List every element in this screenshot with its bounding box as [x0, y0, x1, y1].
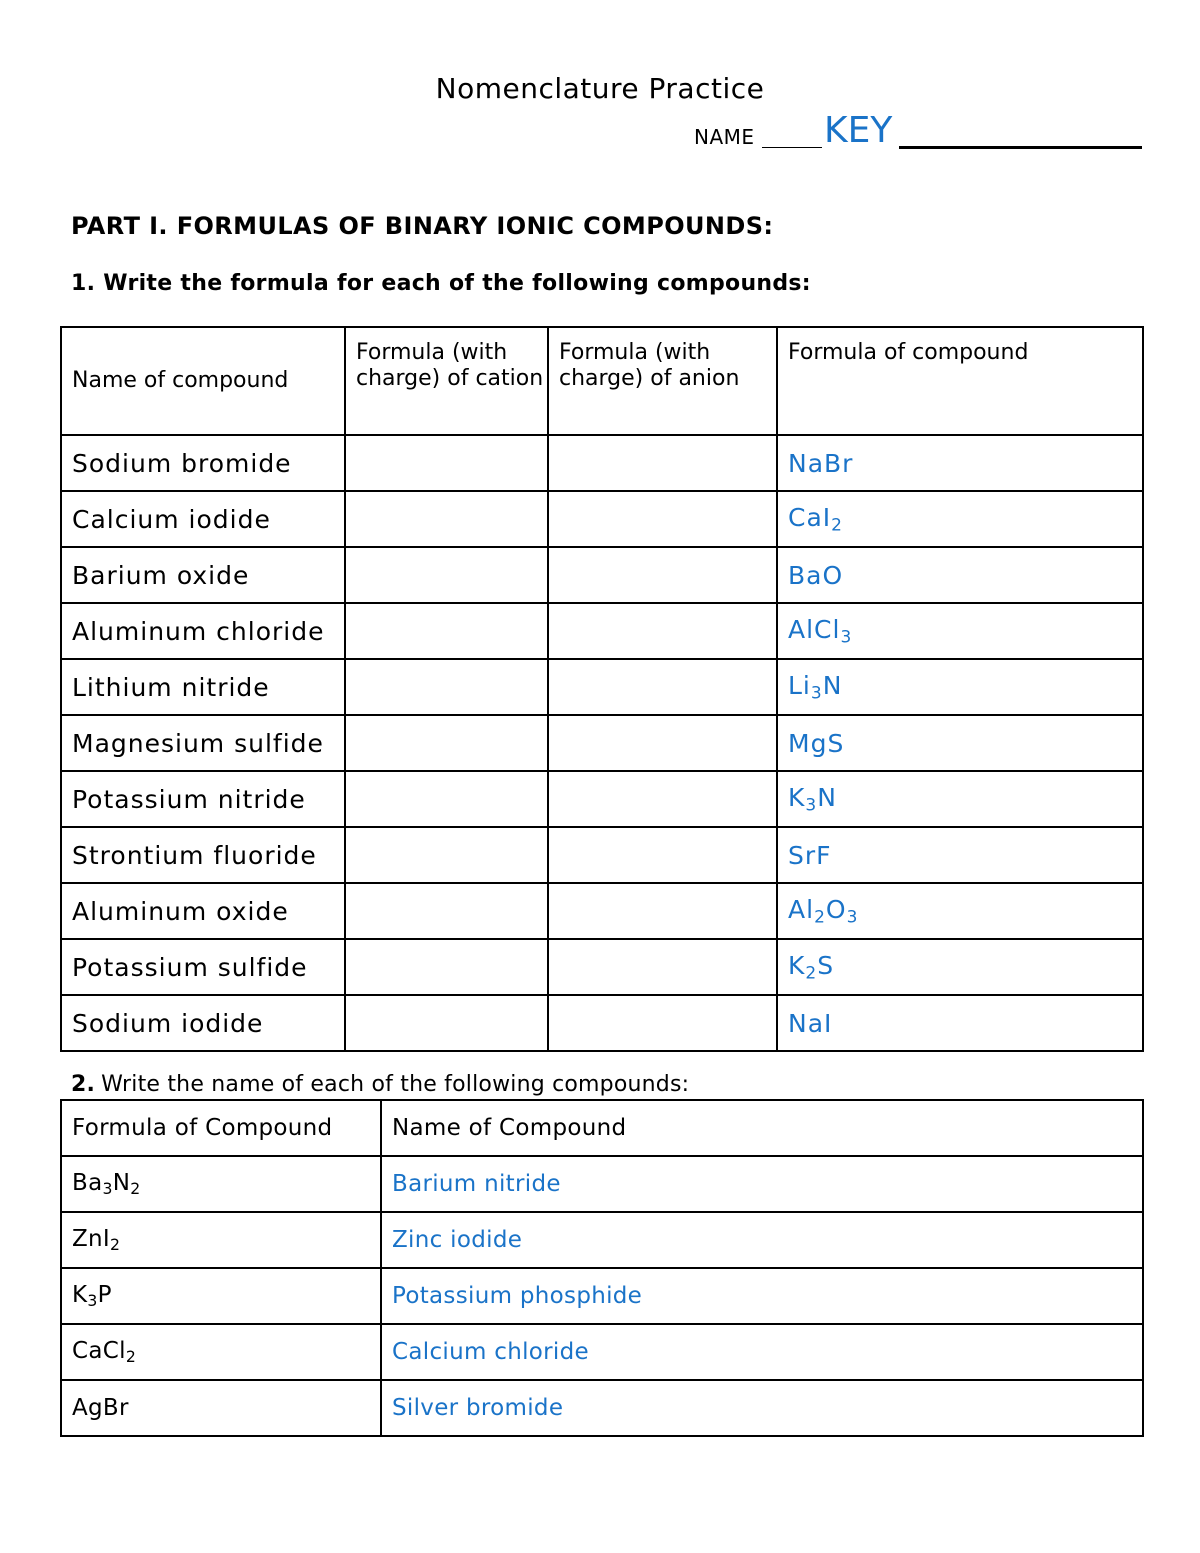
table-row	[61, 1324, 1143, 1380]
header-compound-formula: Formula of compound	[777, 327, 1143, 435]
compound-formula-cell	[777, 603, 1143, 659]
cation-formula-cell[interactable]	[345, 995, 548, 1051]
table-row	[61, 995, 1143, 1051]
compound-name-cell: Magnesium sulfide	[61, 715, 345, 771]
compound-name-cell: Calcium iodide	[61, 491, 345, 547]
cation-formula-cell[interactable]	[345, 827, 548, 883]
formula-element: AlCl	[788, 614, 841, 644]
compound-name-cell: Sodium bromide	[61, 435, 345, 491]
table-row	[61, 1268, 1143, 1324]
question-1-text: Write the formula for each of the following compounds:	[103, 271, 811, 296]
formula-element: Ba	[72, 1170, 103, 1197]
table-row	[61, 827, 1143, 883]
header-anion-formula: Formula (with charge) of anion	[548, 327, 777, 435]
formula-subscript: 2	[110, 1234, 121, 1254]
compound-name-cell: Lithium nitride	[61, 659, 345, 715]
formula-element: Li	[788, 670, 811, 700]
part-heading: PART I. FORMULAS OF BINARY IONIC COMPOUNDS:	[71, 212, 774, 240]
anion-formula-cell[interactable]	[548, 435, 777, 491]
compound-name-cell: Potassium phosphide	[381, 1268, 1143, 1324]
formula-cell	[61, 1268, 381, 1324]
formula-cell	[61, 1380, 381, 1436]
formula-subscript: 2	[814, 907, 826, 928]
table-row	[61, 659, 1143, 715]
name-field	[694, 110, 1142, 150]
table-row	[61, 603, 1143, 659]
formula-subscript: 2	[805, 963, 818, 984]
cation-formula-cell[interactable]	[345, 715, 548, 771]
anion-formula-cell[interactable]	[548, 491, 777, 547]
question-1-heading	[71, 271, 811, 296]
formula-element: BaO	[788, 560, 844, 590]
formula-subscript: 2	[125, 1346, 137, 1366]
compound-name-cell: Zinc iodide	[381, 1212, 1143, 1268]
formula-element: S	[817, 950, 835, 980]
formula-subscript: 3	[840, 627, 853, 648]
compound-name-cell: Aluminum chloride	[61, 603, 345, 659]
formula-element: K	[72, 1282, 88, 1309]
cation-formula-cell[interactable]	[345, 603, 548, 659]
table-header-row	[61, 1100, 1143, 1156]
compound-name-cell: Calcium chloride	[381, 1324, 1143, 1380]
compound-formula-cell	[777, 939, 1143, 995]
name-label: NAME	[694, 125, 755, 149]
anion-formula-cell[interactable]	[548, 771, 777, 827]
compound-formula-cell	[777, 547, 1143, 603]
table-row	[61, 435, 1143, 491]
compound-formula-cell	[777, 435, 1143, 491]
formula-element: NaI	[788, 1008, 833, 1038]
formula-table	[60, 326, 1144, 1052]
anion-formula-cell[interactable]	[548, 995, 777, 1051]
cation-formula-cell[interactable]	[345, 547, 548, 603]
formula-subscript: 2	[130, 1178, 141, 1198]
formula-element: Al	[788, 894, 815, 924]
cation-formula-cell[interactable]	[345, 771, 548, 827]
table-row	[61, 715, 1143, 771]
table-row	[61, 883, 1143, 939]
question-2-heading	[71, 1072, 689, 1097]
compound-formula-cell	[777, 883, 1143, 939]
anion-formula-cell[interactable]	[548, 883, 777, 939]
table-row	[61, 771, 1143, 827]
compound-formula-cell	[777, 771, 1143, 827]
table-row	[61, 939, 1143, 995]
anion-formula-cell[interactable]	[548, 659, 777, 715]
compound-name-cell: Strontium fluoride	[61, 827, 345, 883]
table-row	[61, 1156, 1143, 1212]
compound-formula-cell	[777, 995, 1143, 1051]
formula-element: AgBr	[72, 1395, 129, 1421]
compound-name-cell: Potassium nitride	[61, 771, 345, 827]
formula-element: N	[822, 670, 843, 700]
compound-name-cell: Sodium iodide	[61, 995, 345, 1051]
formula-element: K	[788, 782, 806, 812]
formula-subscript: 3	[805, 795, 818, 816]
formula-subscript: 3	[810, 683, 823, 704]
table-row	[61, 1212, 1143, 1268]
formula-element: P	[97, 1282, 112, 1309]
cation-formula-cell[interactable]	[345, 491, 548, 547]
page-title: Nomenclature Practice	[435, 72, 765, 105]
formula-element: SrF	[788, 840, 832, 870]
compound-name-cell: Potassium sulfide	[61, 939, 345, 995]
formula-subscript: 3	[87, 1290, 98, 1310]
formula-cell	[61, 1212, 381, 1268]
header-name-of-compound: Name of Compound	[381, 1100, 1143, 1156]
formula-element: NaBr	[788, 448, 854, 478]
anion-formula-cell[interactable]	[548, 939, 777, 995]
formula-element: CaCl	[72, 1338, 126, 1365]
compound-formula-cell	[777, 491, 1143, 547]
anion-formula-cell[interactable]	[548, 547, 777, 603]
compound-name-cell: Silver bromide	[381, 1380, 1143, 1436]
formula-element: ZnI	[72, 1226, 111, 1253]
formula-element: CaI	[788, 502, 832, 532]
formula-element: N	[817, 782, 837, 812]
formula-cell	[61, 1156, 381, 1212]
table-header-row	[61, 327, 1143, 435]
compound-name-cell: Barium nitride	[381, 1156, 1143, 1212]
header-cation-formula: Formula (with charge) of cation	[345, 327, 548, 435]
cation-formula-cell[interactable]	[345, 435, 548, 491]
compound-name-cell: Aluminum oxide	[61, 883, 345, 939]
table-row	[61, 491, 1143, 547]
anion-formula-cell[interactable]	[548, 715, 777, 771]
table-row	[61, 547, 1143, 603]
question-1-number: 1.	[71, 271, 96, 296]
anion-formula-cell[interactable]	[548, 827, 777, 883]
formula-element: K	[788, 950, 806, 980]
formula-subscript: 3	[846, 907, 859, 928]
formula-element: MgS	[788, 728, 845, 758]
formula-element: N	[112, 1170, 131, 1197]
name-value: KEY	[824, 110, 893, 151]
name-short-underline	[762, 147, 822, 148]
anion-formula-cell[interactable]	[548, 603, 777, 659]
cation-formula-cell[interactable]	[345, 883, 548, 939]
header-name-of-compound: Name of compound	[61, 327, 345, 435]
question-2-text: Write the name of each of the following compounds:	[101, 1072, 690, 1097]
cation-formula-cell[interactable]	[345, 939, 548, 995]
formula-subscript: 3	[102, 1178, 113, 1198]
name-long-underline	[899, 146, 1142, 149]
compound-formula-cell	[777, 827, 1143, 883]
compound-formula-cell	[777, 659, 1143, 715]
compound-name-cell: Barium oxide	[61, 547, 345, 603]
formula-cell	[61, 1324, 381, 1380]
question-2-number: 2.	[71, 1072, 96, 1097]
formula-element: O	[825, 894, 847, 924]
formula-subscript: 2	[831, 515, 843, 536]
header-formula-of-compound: Formula of Compound	[61, 1100, 381, 1156]
cation-formula-cell[interactable]	[345, 659, 548, 715]
table-row	[61, 1380, 1143, 1436]
compound-formula-cell	[777, 715, 1143, 771]
naming-table	[60, 1099, 1144, 1437]
